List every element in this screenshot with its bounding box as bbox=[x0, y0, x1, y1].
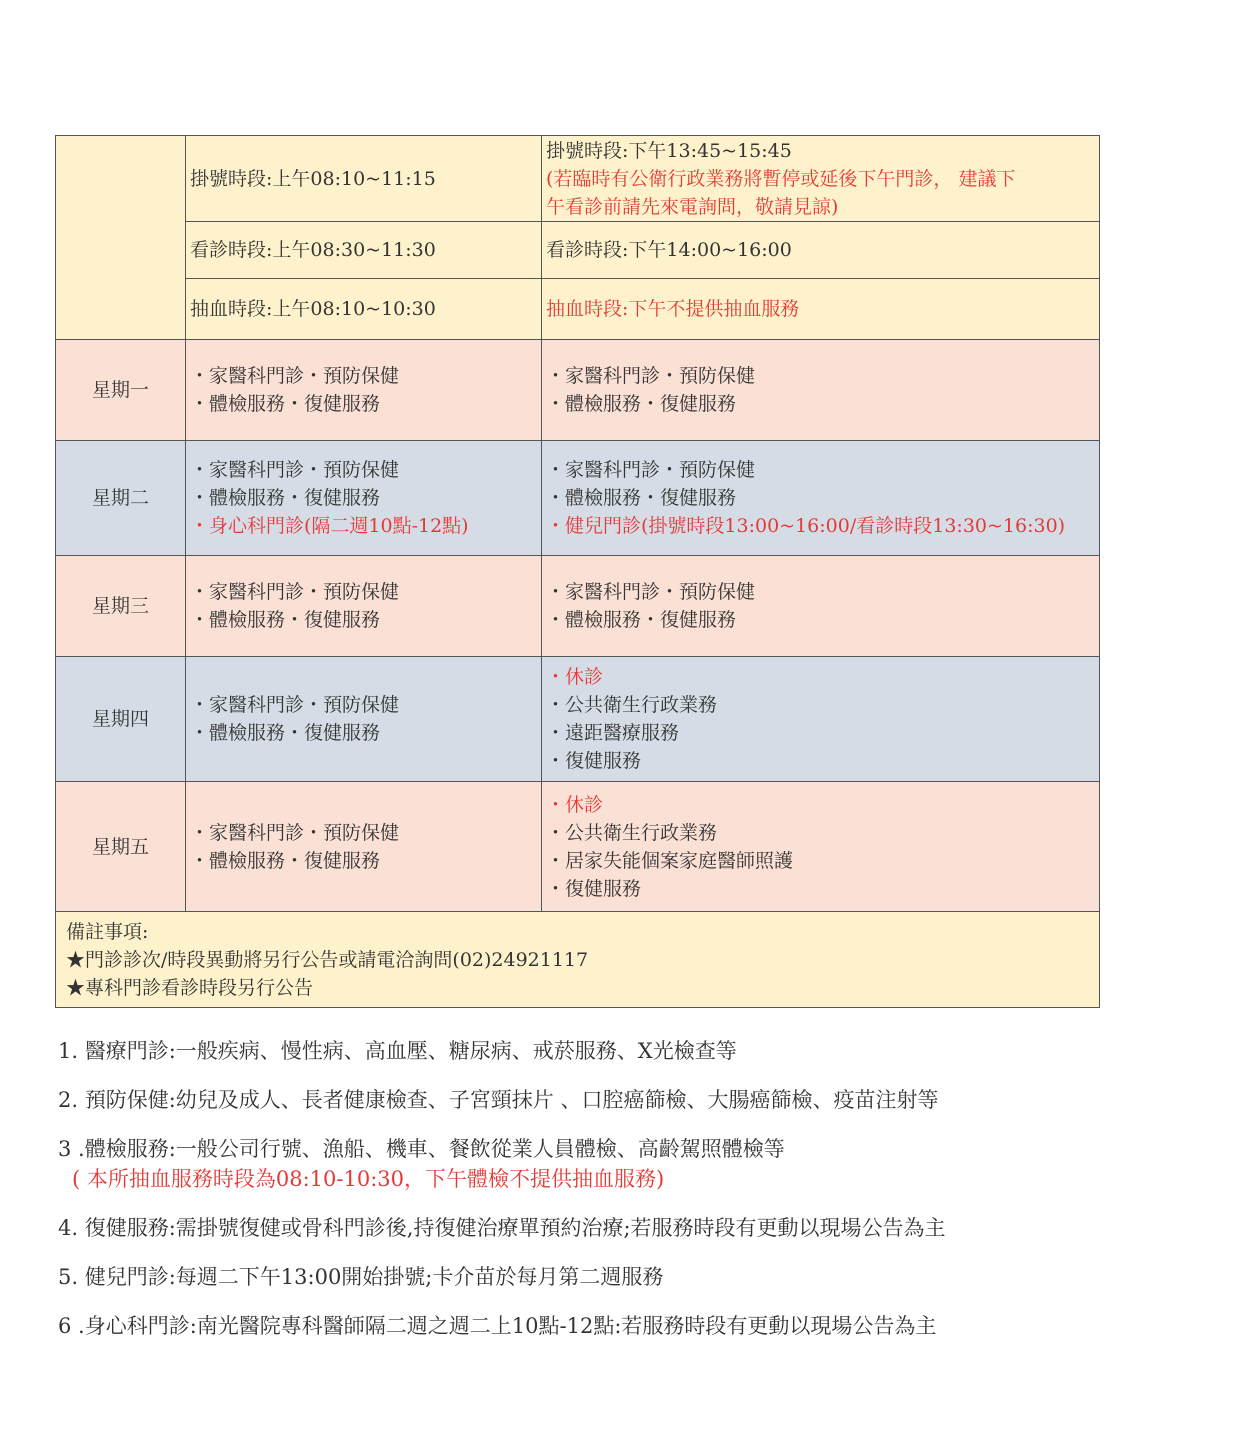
service-line: ・體檢服務・復健服務 bbox=[190, 393, 381, 415]
row-monday bbox=[56, 340, 1100, 441]
remarks-line-1: ★門診診次/時段異動將另行公告或請電洽詢問(02)24921117 bbox=[66, 948, 589, 971]
service-line-closed: ・休診 bbox=[546, 666, 604, 688]
consult-row bbox=[56, 222, 1100, 279]
service-line: ・家醫科門診・預防保健 bbox=[190, 459, 400, 481]
note-psychiatry: 6 .身心科門診:南光醫院專科醫師隔二週之週二上10點-12點:若服務時段有更動以現場公告為主 bbox=[58, 1314, 937, 1338]
blood-row bbox=[56, 279, 1100, 340]
service-line: ・居家失能個案家庭醫師照護 bbox=[546, 849, 794, 872]
note-health-check-text: 3 .體檢服務:一般公司行號、漁船、機車、餐飲從業人員體檢、高齡駕照體檢等 bbox=[58, 1137, 785, 1161]
pm-register-note-1: (若臨時有公衛行政業務將暫停或延後下午門診， 建議下 bbox=[546, 167, 1016, 190]
note-blood-draw: ( 本所抽血服務時段為08:10-10:30，下午體檢不提供抽血服務) bbox=[72, 1167, 665, 1191]
row-wednesday bbox=[56, 556, 1100, 657]
service-line: ・體檢服務・復健服務 bbox=[546, 393, 737, 415]
service-line: ・家醫科門診・預防保健 bbox=[546, 581, 756, 603]
service-line-psychiatry: ・身心科門診(隔二週10點-12點) bbox=[190, 515, 469, 537]
thursday-am-services bbox=[186, 657, 542, 782]
pm-consult-time: 看診時段:下午14:00~16:00 bbox=[542, 222, 1100, 279]
pm-register-note-2: 午看診前請先來電詢問，敬請見諒) bbox=[546, 195, 839, 218]
row-tuesday bbox=[56, 441, 1100, 556]
service-line: ・家醫科門診・預防保健 bbox=[190, 694, 400, 716]
service-line: ・家醫科門診・預防保健 bbox=[190, 365, 400, 387]
service-line: ・家醫科門診・預防保健 bbox=[546, 459, 756, 481]
friday-pm-services bbox=[542, 782, 1100, 912]
note-preventive: 2. 預防保健:幼兒及成人、長者健康檢查、子宮頸抹片 、口腔癌篩檢、大腸癌篩檢、疫苗注射等 bbox=[58, 1088, 939, 1112]
am-blood-time: 抽血時段:上午08:10~10:30 bbox=[186, 279, 542, 340]
service-line: ・體檢服務・復健服務 bbox=[546, 487, 737, 509]
friday-am-services bbox=[186, 782, 542, 912]
note-pediatric: 5. 健兒門診:每週二下午13:00開始掛號;卡介苗於每月第二週服務 bbox=[58, 1265, 664, 1289]
service-line: ・復健服務 bbox=[546, 877, 642, 900]
remarks-row bbox=[56, 912, 1100, 1008]
wednesday-am-services bbox=[186, 556, 542, 657]
note-health-check bbox=[58, 1134, 1178, 1194]
day-label-monday: 星期一 bbox=[56, 340, 186, 441]
registration-row bbox=[56, 136, 1100, 222]
service-line: ・遠距醫療服務 bbox=[546, 722, 680, 744]
note-rehab: 4. 復健服務:需掛號復健或骨科門診後,持復健治療單預約治療;若服務時段有更動以現場公告為主 bbox=[58, 1216, 946, 1240]
monday-pm-services bbox=[542, 340, 1100, 441]
pm-blood-time: 抽血時段:下午不提供抽血服務 bbox=[542, 279, 1100, 340]
am-consult-time: 看診時段:上午08:30~11:30 bbox=[186, 222, 542, 279]
service-line: ・家醫科門診・預防保健 bbox=[190, 821, 400, 844]
service-line: ・體檢服務・復健服務 bbox=[190, 609, 381, 631]
service-line: ・體檢服務・復健服務 bbox=[546, 609, 737, 631]
service-line-pediatric: ・健兒門診(掛號時段13:00~16:00/看診時段13:30~16:30) bbox=[546, 515, 1066, 537]
service-line: ・公共衛生行政業務 bbox=[546, 694, 718, 716]
wednesday-pm-services bbox=[542, 556, 1100, 657]
day-label-thursday: 星期四 bbox=[56, 657, 186, 782]
service-line: ・家醫科門診・預防保健 bbox=[546, 365, 756, 387]
row-thursday bbox=[56, 657, 1100, 782]
day-label-friday: 星期五 bbox=[56, 782, 186, 912]
remarks-title: 備註事項: bbox=[66, 920, 149, 943]
pm-register-cell bbox=[542, 136, 1100, 222]
service-line: ・體檢服務・復健服務 bbox=[190, 487, 381, 509]
service-line-closed: ・休診 bbox=[546, 793, 604, 816]
remarks-line-2: ★專科門診看診時段另行公告 bbox=[66, 976, 314, 999]
row-friday bbox=[56, 782, 1100, 912]
tuesday-pm-services bbox=[542, 441, 1100, 556]
pm-register-time: 掛號時段:下午13:45~15:45 bbox=[546, 139, 792, 162]
service-line: ・復健服務 bbox=[546, 750, 642, 772]
day-label-tuesday: 星期二 bbox=[56, 441, 186, 556]
remarks-cell bbox=[56, 912, 1100, 1008]
service-line: ・家醫科門診・預防保健 bbox=[190, 581, 400, 603]
day-label-wednesday: 星期三 bbox=[56, 556, 186, 657]
service-line: ・體檢服務・復健服務 bbox=[190, 722, 381, 744]
thursday-pm-services bbox=[542, 657, 1100, 782]
tuesday-am-services bbox=[186, 441, 542, 556]
service-line: ・公共衛生行政業務 bbox=[546, 821, 718, 844]
monday-am-services bbox=[186, 340, 542, 441]
am-register-time: 掛號時段:上午08:10~11:15 bbox=[186, 136, 542, 222]
service-line: ・體檢服務・復健服務 bbox=[190, 849, 381, 872]
service-notes bbox=[58, 1036, 1178, 1360]
note-medical: 1. 醫療門診:一般疾病、慢性病、高血壓、糖尿病、戒菸服務、X光檢查等 bbox=[58, 1039, 737, 1063]
clinic-schedule-table bbox=[55, 135, 1100, 1008]
header-corner-cell bbox=[56, 136, 186, 340]
